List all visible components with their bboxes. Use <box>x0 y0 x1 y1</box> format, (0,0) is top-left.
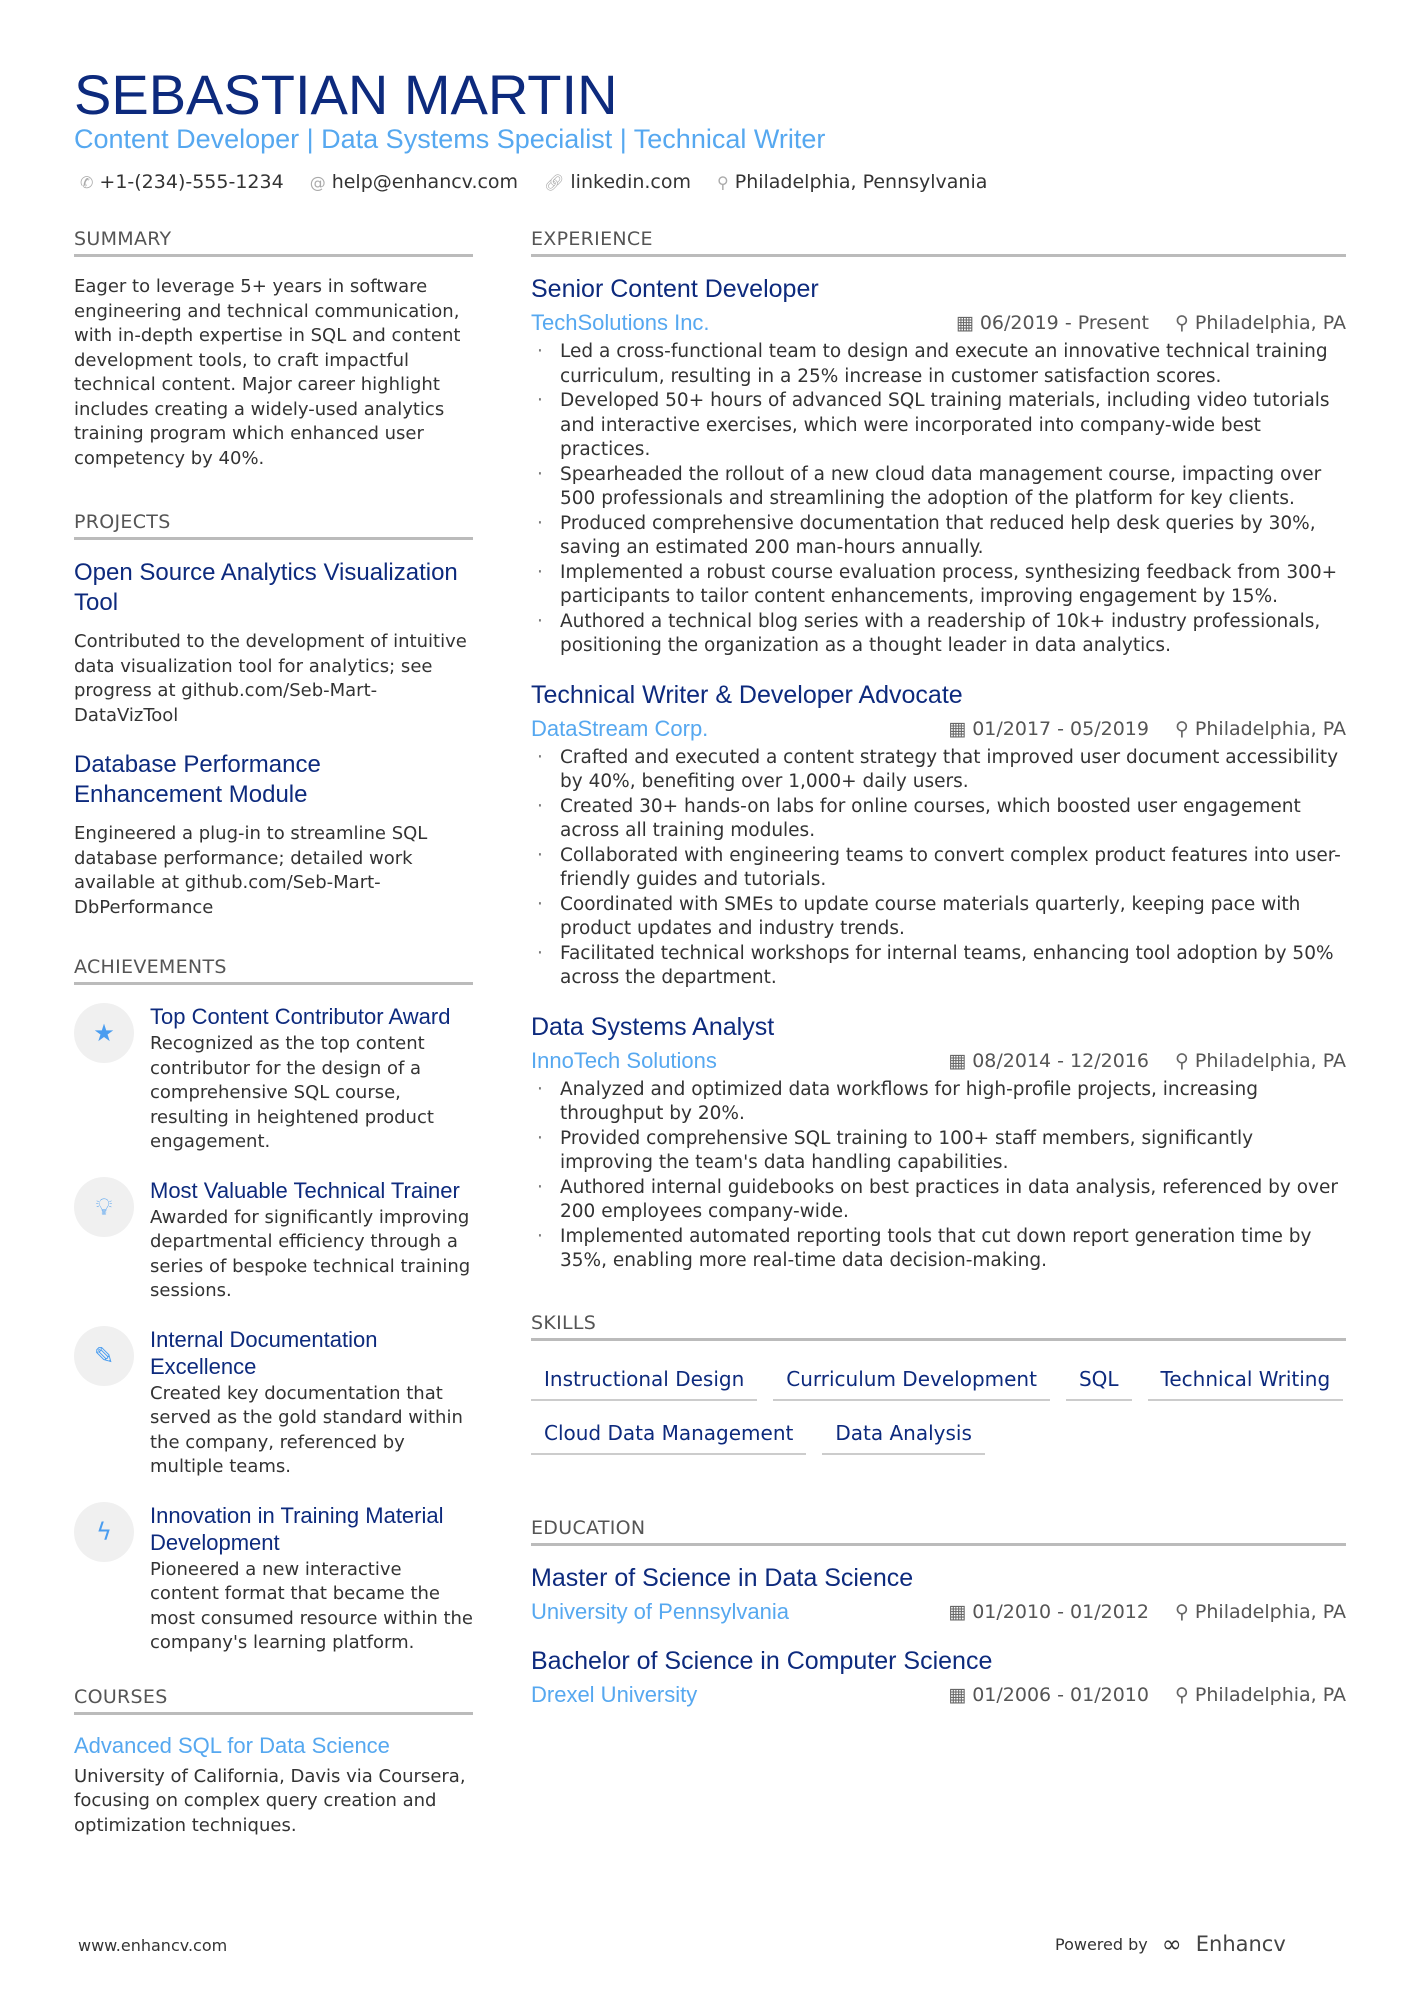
job-bullets <box>531 746 1346 991</box>
school-name: University of Pennsylvania <box>531 1598 790 1624</box>
job-bullets <box>531 340 1346 659</box>
achievement-text: Awarded for significantly improving departmental efficiency through a series of bespoke technical training sessions. <box>150 1206 471 1301</box>
achievement-text: Recognized as the top content contributor for the design of a comprehensive SQL course, resulting in heightened product engagement. <box>150 1033 434 1152</box>
contact-item[interactable] <box>310 171 518 193</box>
job-entry <box>531 681 1346 991</box>
degree: Master of Science in Data Science <box>531 1563 914 1592</box>
project-item <box>74 558 473 728</box>
contact-text: Philadelphia, Pennsylvania <box>734 171 988 193</box>
job-bullet: · Collaborated with engineering teams to convert complex product features into user-friendly guides and tutorials. <box>531 844 1346 893</box>
job-bullet: · Authored a technical blog series with a readership of 10k+ industry professionals, positioning the organization as a thought leader in data analytics. <box>531 610 1346 659</box>
job-row <box>531 1048 1346 1074</box>
candidate-name: SEBASTIAN MARTIN <box>74 63 618 126</box>
achievement-title: Most Valuable Technical Trainer <box>150 1177 460 1203</box>
education-heading: EDUCATION <box>531 1517 1346 1546</box>
education-entry <box>531 1564 1346 1625</box>
job-title: Senior Content Developer <box>531 275 819 303</box>
job-bullet: · Produced comprehensive documentation that reduced help desk queries by 30%, saving an estimated 200 man-hours annually. <box>531 512 1346 561</box>
achievement-text: Created key documentation that served as the gold standard within the company, referenced by multiple teams. <box>150 1382 463 1477</box>
job-bullet: · Led a cross-functional team to design and execute an innovative technical training curriculum, resulting in a 25% increase in customer satisfaction scores. <box>531 340 1346 389</box>
skill-tag: Technical Writing <box>1148 1359 1344 1401</box>
phone-icon: ✆ <box>80 173 94 192</box>
calendar-icon: ▦ <box>948 1683 967 1706</box>
lightning-icon: ϟ <box>74 1502 134 1562</box>
achievement-item <box>74 1003 473 1155</box>
dates <box>956 312 1149 334</box>
enhancv-logo-icon: ∞ <box>1161 1930 1182 1958</box>
skill-tag: SQL <box>1066 1359 1132 1401</box>
date-text: 01/2017 - 05/2019 <box>972 717 1149 740</box>
achievement-body <box>150 1326 473 1480</box>
location-icon: ⚲ <box>1175 1600 1189 1623</box>
job-bullet: · Analyzed and optimized data workflows for high-profile projects, increasing throughput by 20%. <box>531 1078 1346 1127</box>
education-entry <box>531 1647 1346 1708</box>
achievement-title: Innovation in Training Material Development <box>150 1502 444 1555</box>
job-bullet: · Facilitated technical workshops for internal teams, enhancing tool adoption by 50% across the department. <box>531 942 1346 991</box>
contact-item[interactable] <box>80 171 284 193</box>
contact-item[interactable] <box>544 171 691 193</box>
achievement-item <box>74 1177 473 1304</box>
summary-text: Eager to leverage 5+ years in software engineering and technical communication, with in-depth expertise in SQL and content development tools, to craft impactful technical content. Major career highlight includes creating a widely-used analytics training program which enhanced user competency by 40%. <box>74 276 461 469</box>
date-text: 06/2019 - Present <box>979 312 1149 334</box>
location-icon: ⚲ <box>1175 312 1189 334</box>
dates <box>948 1050 1149 1072</box>
achievement-text: Pioneered a new interactive content format that became the most consumed resource within the company's learning platform. <box>150 1558 473 1653</box>
location-text: Philadelphia, PA <box>1194 717 1346 740</box>
location <box>1175 718 1346 740</box>
skill-tag: Instructional Design <box>531 1359 757 1401</box>
skill-tag: Data Analysis <box>822 1413 985 1455</box>
skills-heading: SKILLS <box>531 1312 1346 1341</box>
location-text: Philadelphia, PA <box>1194 1049 1346 1072</box>
job-bullet: · Implemented a robust course evaluation process, synthesizing feedback from 300+ participants to tailor content enhancements, improving engagement by 15%. <box>531 561 1346 610</box>
job-bullet: · Authored internal guidebooks on best practices in data analysis, referenced by over 200 employees company-wide. <box>531 1176 1346 1225</box>
projects-heading: PROJECTS <box>74 511 473 540</box>
achievement-body <box>150 1177 473 1304</box>
dates <box>948 718 1149 740</box>
achievements-heading: ACHIEVEMENTS <box>74 956 473 985</box>
candidate-subtitle: Content Developer | Data Systems Specialist | Technical Writer <box>74 124 826 154</box>
location-icon: ⚲ <box>1175 717 1189 740</box>
calendar-icon: ▦ <box>955 312 974 334</box>
dates <box>948 1684 1149 1706</box>
job-title: Technical Writer & Developer Advocate <box>531 680 963 709</box>
meta <box>956 312 1346 334</box>
summary-heading: SUMMARY <box>74 228 473 257</box>
skill-tag: Curriculum Development <box>773 1359 1050 1401</box>
education-list <box>531 1564 1346 1708</box>
achievement-title: Internal Documentation Excellence <box>150 1326 378 1379</box>
location-icon: ⚲ <box>1175 1049 1189 1072</box>
footer-website[interactable]: www.enhancv.com <box>78 1936 228 1955</box>
location-text: Philadelphia, PA <box>1194 312 1346 334</box>
courses-list <box>74 1733 473 1839</box>
company-name: DataStream Corp. <box>531 715 709 741</box>
right-column <box>531 228 1346 1730</box>
projects-list <box>74 558 473 920</box>
location <box>1175 1601 1346 1623</box>
meta <box>948 718 1346 740</box>
project-title: Database Performance Enhancement Module <box>74 751 321 808</box>
meta <box>948 1601 1346 1623</box>
experience-heading: EXPERIENCE <box>531 228 1346 257</box>
job-bullet: · Implemented automated reporting tools that cut down report generation time by 35%, enabling more real-time data decision-making. <box>531 1225 1346 1274</box>
course-title: Advanced SQL for Data Science <box>74 1732 390 1758</box>
meta <box>948 1684 1346 1706</box>
project-text: Engineered a plug-in to streamline SQL database performance; detailed work available at github.com/Seb-Mart-DbPerformance <box>74 823 428 918</box>
powered-by-label: Powered by <box>1055 1934 1148 1954</box>
job-bullet: · Coordinated with SMEs to update course materials quarterly, keeping pace with product updates and industry trends. <box>531 893 1346 942</box>
project-item <box>74 750 473 920</box>
location <box>1175 312 1346 334</box>
contact-text: +1-(234)-555-1234 <box>99 171 284 193</box>
job-bullets <box>531 1078 1346 1274</box>
achievement-body <box>150 1003 473 1155</box>
project-text: Contributed to the development of intuitive data visualization tool for analytics; see progress at github.com/Seb-Mart-DataVizTool <box>74 631 467 726</box>
footer-powered <box>1055 1930 1286 1958</box>
calendar-icon: ▦ <box>948 1600 967 1623</box>
education-row <box>531 1599 1346 1625</box>
location <box>1175 1050 1346 1072</box>
left-column <box>74 228 473 1838</box>
project-title: Open Source Analytics Visualization Tool <box>74 559 458 616</box>
calendar-icon: ▦ <box>948 1049 967 1072</box>
calendar-icon: ▦ <box>948 717 967 740</box>
magic-wand-icon: ✎ <box>74 1326 134 1386</box>
date-text: 01/2006 - 01/2010 <box>972 1683 1149 1706</box>
job-bullet: · Provided comprehensive SQL training to 100+ staff members, significantly improving the team's data handling capabilities. <box>531 1127 1346 1176</box>
course-text: University of California, Davis via Coursera, focusing on complex query creation and optimization techniques. <box>74 1765 466 1836</box>
job-bullet: · Spearheaded the rollout of a new cloud data management course, impacting over 500 professionals and streamlining the adoption of the platform for key clients. <box>531 463 1346 512</box>
contact-text: help@enhancv.com <box>331 171 519 193</box>
location-text: Philadelphia, PA <box>1194 1600 1346 1623</box>
location-text: Philadelphia, PA <box>1194 1683 1346 1706</box>
achievement-body <box>150 1502 473 1656</box>
dates <box>948 1601 1149 1623</box>
achievement-item <box>74 1326 473 1480</box>
job-bullet: · Crafted and executed a content strategy that improved user document accessibility by 40%, benefiting over 1,000+ daily users. <box>531 746 1346 795</box>
job-bullet: · Created 30+ hands-on labs for online courses, which boosted user engagement across all training modules. <box>531 795 1346 844</box>
school-name: Drexel University <box>531 1681 698 1707</box>
location-icon: ⚲ <box>1175 1683 1189 1706</box>
achievement-title: Top Content Contributor Award <box>150 1004 451 1029</box>
skill-tag: Cloud Data Management <box>531 1413 806 1455</box>
company-name: InnoTech Solutions <box>531 1047 717 1073</box>
date-text: 08/2014 - 12/2016 <box>972 1049 1149 1072</box>
enhancv-brand: Enhancv <box>1195 1932 1286 1956</box>
degree: Bachelor of Science in Computer Science <box>531 1646 993 1675</box>
education-row <box>531 1682 1346 1708</box>
job-title: Data Systems Analyst <box>531 1012 775 1041</box>
course-item <box>74 1733 473 1839</box>
star-icon: ★ <box>74 1003 134 1063</box>
location-icon: ⚲ <box>717 173 729 192</box>
job-entry <box>531 1013 1346 1274</box>
job-row <box>531 716 1346 742</box>
contact-item[interactable] <box>717 171 987 193</box>
meta <box>948 1050 1346 1072</box>
job-entry <box>531 275 1346 659</box>
location <box>1175 1684 1346 1706</box>
experience-list <box>531 275 1346 1274</box>
skills-list <box>531 1359 1346 1455</box>
achievements-list <box>74 1003 473 1656</box>
achievement-item <box>74 1502 473 1656</box>
courses-heading: COURSES <box>74 1686 473 1715</box>
job-bullet: · Developed 50+ hours of advanced SQL training materials, including video tutorials and interactive exercises, which were incorporated into company-wide best practices. <box>531 389 1346 463</box>
contact-bar <box>80 171 987 193</box>
date-text: 01/2010 - 01/2012 <box>972 1600 1149 1623</box>
link-icon: 🔗︎ <box>544 173 565 192</box>
job-row <box>531 310 1346 336</box>
company-name: TechSolutions Inc. <box>531 310 710 335</box>
lightbulb-icon: 💡︎ <box>74 1177 134 1237</box>
contact-text: linkedin.com <box>570 171 692 193</box>
at-icon: @ <box>309 173 326 192</box>
